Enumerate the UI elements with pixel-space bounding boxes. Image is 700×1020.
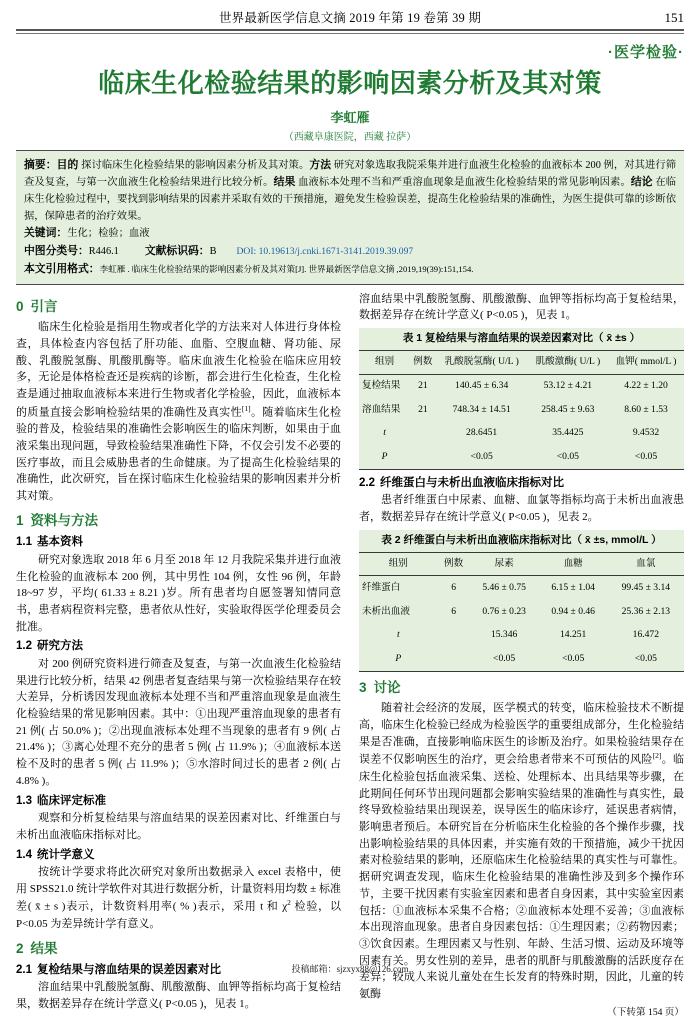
section-0-paragraph [16,319,341,505]
table-2-r1-c1: 6 [451,605,456,617]
table-2-header-3: 血糖 [539,552,608,576]
table-2-r2-c3: 14.251 [559,629,587,641]
table-2-r3-c4: <0.05 [608,647,684,671]
citation-value: 李虹雁 . 临床生化检验结果的影响因素分析及其对策[J]. 世界最新医学信息文摘 ,2019,19(39):151,154. [99,263,474,274]
table-1-r2-c1 [410,422,436,446]
table-1 [359,350,684,470]
table-2-wrapper [359,530,684,672]
table-1-r3-c1 [410,445,436,469]
table-row [359,552,684,576]
subsection-title-2-1: 复检结果与溶血结果的误差因素对比 [37,964,221,977]
table-1-wrapper [359,328,684,470]
objective-text: 探讨临床生化检验结果的影响因素分析及其对策。 [81,159,310,171]
section-number-3: 3 [359,679,367,695]
table-1-r2-c3: 35.4425 [552,427,584,439]
table-row [359,422,684,446]
table-row [359,398,684,422]
abstract-label: 摘要： [24,158,57,171]
table-row [359,647,684,671]
table-row [359,374,684,398]
table-2-r3-c1 [438,647,470,671]
table-2-caption: 表 2 纤维蛋白与未析出血液临床指标对比（ x̄ ±s, mmol/L ） [359,530,684,552]
table-1-r2-c0: t [383,427,386,439]
section-title-0: 引言 [30,298,58,314]
table-2-header-4: 血氯 [608,552,684,576]
section-heading-3 [359,678,684,699]
article-category: ·医学检验· [608,43,684,61]
s0-text-a: 临床生化检验是指用生物或者化学的方法来对人体进行身体检查，具体检查内容包括了肝功能、血脂、空腹血糖、肾功能、尿酸、乳酸脱氢酶、肌酸肌酶等。临床血液生化检验在临床应用较多，无论是体格检查还是疾病的诊断，都会进行生化检查，生化检查是通过抽取血液标本来进行生物或者化学检验，因此，血液标本的质量直接会影响检验结果的准确性及真实性 [16,321,341,419]
table-2-r0-c1: 6 [451,581,456,593]
keywords-value: 生化；检验；血液 [67,228,150,240]
s3-text-b: 。临床生化检验包括血液采集、送检、处理标本、出具结果等步骤，在此期间任何环节出现问题都会影响实验结果的准确性与真实性，最终导致检验结果出现误差，误导医生的临床诊疗，延误患者病情，影响患者预后。本研究旨在分析临床生化检验的各个操作步骤，找出影响检验结果的具体因素，并实施有效的干预措施，减少干扰因素对检验结果的影响，还原临床生化检验结果的真实性与可靠性。据研究调查发现，临床生化检验结果的准确性涉及到多个操作环节，主要干扰因素有实验室因素和患者自身因素，其中实验室因素包括：①血液标本采集不合格；②血液标本处理不妥善；③血液标本出现溶血现象。患者自身因素包括：①生理因素；②药物因素；③饮食因素。生理因素又与性别、年龄、生活习惯、运动及环境等因素有关。男女性别的差异，患者的肌酐与肌酸激酶的活跃度存在差异；较成人来说儿童处在生长发育的特殊时期，因此，儿童的转氨酶 [359,754,685,1001]
clc-value: R446.1 [88,245,119,257]
keywords-line [24,225,676,243]
chi-square-exponent: 2 [287,898,291,908]
author-name: 李虹雁 [330,109,370,125]
right-column [359,291,684,1020]
keywords-label: 关键词： [24,227,68,240]
table-1-r3-c0: P [359,445,410,469]
citation-label: 本文引用格式： [24,262,100,275]
subsection-1-3-text: 观察和分析复检结果与溶血结果的误差因素对比、纤维蛋白与未析出血液临床指标对比。 [16,812,341,841]
table-2-r0-c3: 6.15 ± 1.04 [551,581,595,593]
reference-marker-2: [2] [652,751,662,761]
table-1-r0-c4: 4.22 ± 1.20 [624,380,668,392]
page-number: 151 [664,10,684,25]
table-2-header-2: 尿素 [470,552,539,576]
table-1-r3-c3: <0.05 [528,445,608,469]
table-row [359,445,684,469]
section-heading-2 [16,939,341,960]
section-number-2: 2 [16,940,24,956]
subsection-number-1-4: 1.4 [16,848,32,861]
section-number-1: 1 [16,512,24,528]
table-2-r2-c1 [438,624,470,648]
table-1-header-0: 组别 [359,351,410,375]
table-2-r1-c0: 未析出血液 [362,605,410,617]
table-2-r2-c2: 15.346 [490,629,518,641]
table-row [359,600,684,624]
subsection-title-1-3: 临床评定标准 [37,794,106,807]
page-title: 临床生化检验结果的影响因素分析及其对策 [98,67,602,98]
subsection-2-1-text: 溶血结果中乳酸脱氢酶、肌酸激酶、血钾等指标均高于复检结果，数据差异存在统计学意义( P<0.05 )，见表 1。 [16,981,341,1011]
subsection-2-2-text: 患者纤维蛋白中尿素、血糖、血氯等指标均高于未析出血液患者，数据差异存在统计学意义( P<0.05 )，见表 2。 [359,494,684,524]
subsection-1-2-text: 对 200 例研究资料进行筛查及复查，与第一次血液生化检验结果进行比较分析，结果 42 例患者复查结果与第一次检验结果存在较大差异，分析诱因发现血液标本处理不当和严重溶血现象是血液生化检验结果的常见影响因素。其中：①出现严重溶血现象的患者有 21 例( 占 50.0% )；②出现血液标本处理不当现象的患者有 9 例( 占 21.4% )；③离心处理不充分的患者 5 例( 占 11.9% )；④血液标本送检不及时的患者 5 例( 占 11.9% )；⑤水溶时间过长的患者 2 例( 占 4.8% )。 [16,657,341,787]
subsection-heading-2-2 [359,475,684,492]
table-1-header-1: 例数 [410,351,436,375]
methods-label: 方法 [309,158,332,171]
abstract-block [16,150,684,285]
table-1-r2-c2: 28.6451 [466,427,498,439]
submission-email: 投稿邮箱：sjzxyx88@126.com [291,964,409,974]
table-2-r1-c4: 25.36 ± 2.13 [621,605,671,617]
abstract-body [24,157,676,226]
table-1-r0-c1: 21 [418,380,428,392]
page-footer [0,962,700,975]
results-label: 结果 [273,176,296,189]
table-row [359,351,684,375]
subsection-number-2-2: 2.2 [359,477,375,489]
table-row [359,576,684,600]
doccode-value: B [209,245,217,257]
table-row [359,624,684,648]
table-2-r1-c2: 0.76 ± 0.23 [482,605,526,617]
table-1-r1-c1: 21 [418,403,428,415]
table-2-r2-c0: t [396,629,400,641]
methods-text: 研究对象选取我院采集并进行血液生化检验的血液标本 200 例，对其进行筛查及复查，与第一次血液生化检验结果进行比较分析。 [24,159,677,189]
table-2-r1-c3: 0.94 ± 0.46 [551,605,595,617]
body-columns [16,291,684,1020]
table-1-header-2: 乳酸脱氢酶( U/L ) [436,351,528,375]
table-2-r3-c2: <0.05 [470,647,539,671]
section-number-0: 0 [16,298,24,314]
continuation-note: （下转第 154 页） [607,1006,684,1018]
table-1-r1-c0: 溶血结果 [362,403,401,415]
table-1-r1-c4: 8.60 ± 1.53 [624,403,668,415]
reference-marker-1: [1] [241,403,251,413]
section-title-2: 结果 [30,940,58,956]
subsection-title-2-2: 纤维蛋白与未析出血液临床指标对比 [380,477,564,489]
table-2-r3-c3: <0.05 [539,647,608,671]
subsection-1-1-text: 研究对象选取 2018 年 6 月至 2018 年 12 月我院采集并进行血液生化检验的血液标本 200 例，其中男性 104 例，女性 96 例，年龄 18~97 岁，平均( 61.33 ± 8.21 )岁。所有患者均自愿签署知情同意书，患者病程资料完整，患者依从性好，实验取得医学伦理委员会批准。 [16,553,341,633]
running-head [16,0,684,26]
table-2-r0-c2: 5.46 ± 0.75 [482,581,526,593]
s14-text-b: 检验，以 P<0.05 为差异统计学有意义。 [16,901,342,930]
conclusion-text: 在临床生化检验过程中，要找到影响结果的因素并采取有效的干预措施，避免发生检验误差，提高生化检验结果的准确性，为医生提供可靠的诊断依据，保障患者的治疗效果。 [24,177,677,222]
table-2-r0-c0: 纤维蛋白 [362,581,401,593]
subsection-heading-1-3 [16,793,341,810]
table-1-r3-c4: <0.05 [608,445,684,469]
subsection-title-1-2: 研究方法 [37,640,83,653]
subsection-number-1-1: 1.1 [16,536,32,549]
s14-text-a: 按统计学要求将此次研究对象所出数据录入 excel 表格中，使用 SPSS21.0 统计学软件对其进行数据分析，计量资料用均数 ± 标准差( x̄ ± s )表示，计数资料用率( % )表示，采用 t 和 χ [16,865,341,914]
table-2-r3-c0: P [359,647,438,671]
section-2-1-continued: 溶血结果中乳酸脱氢酶、肌酸激酶、血钾等指标均高于复检结果，数据差异存在统计学意义( P<0.05 )，见表 1。 [359,292,684,322]
table-1-r0-c2: 140.45 ± 6.34 [455,380,509,392]
table-1-r0-c3: 53.12 ± 4.21 [543,380,593,392]
section-heading-1 [16,511,341,532]
section-3-paragraph [359,700,684,1003]
table-1-r0-c0: 复检结果 [362,380,401,392]
doccode-label: 文献标识码： [144,244,210,257]
table-1-r2-c4: 9.4532 [632,427,660,439]
table-1-caption: 表 1 复检结果与溶血结果的误差因素对比（ x̄ ±s ） [359,328,684,350]
subsection-number-1-3: 1.3 [16,794,32,807]
s0-text-b: 。随着临床生化检验的普及，检验结果的准确性会影响医生的临床判断，如果由于血液采集出现问题，导致检验结果准确性下降，不仅会引发不必要的医疗事故，而且会威胁患者的生命健康。为了提高生化检验结果的准确性，此次研究，旨在探讨临床生化检验结果的影响因素并分析其对策。 [16,406,342,503]
subsection-number-1-2: 1.2 [16,640,32,653]
conclusion-label: 结论 [630,176,653,189]
subsection-number-2-1: 2.1 [16,964,32,977]
citation-line [24,261,676,277]
subsection-heading-1-2 [16,638,341,655]
header-divider [16,29,684,34]
subsection-heading-1-1 [16,534,341,551]
table-1-r3-c2: <0.05 [436,445,528,469]
s3-text-a: 随着社会经济的发展，医学模式的转变，临床检验技术不断提高，临床生化检验已经成为检验医学的重要组成部分，生化检验结果是否准确，直接影响临床医生的诊断及治疗。如果检验结果存在误差不仅影响医生的治疗，更会给患者带来不可预估的风险 [359,702,684,767]
table-1-header-3: 肌酸激酶( U/L ) [528,351,608,375]
subsection-title-1-4: 统计学意义 [37,848,95,861]
table-2-r0-c4: 99.45 ± 3.14 [621,581,671,593]
table-1-r1-c3: 258.45 ± 9.63 [541,403,595,415]
running-head-journal: 世界最新医学信息文摘 2019 年第 19 卷第 39 期 [218,11,482,25]
results-text: 血液标本处理不当和严重溶血现象是血液生化检验结果的常见影响因素。 [298,177,631,189]
subsection-heading-1-4 [16,847,341,864]
classification-line [24,243,676,261]
section-title-1: 资料与方法 [30,512,99,528]
table-2 [359,552,684,672]
objective-label: 目的 [56,158,79,171]
table-1-r1-c2: 748.34 ± 14.51 [452,403,511,415]
section-heading-0 [16,297,341,318]
doi-link[interactable]: DOI: 10.19613/j.cnki.1671-3141.2019.39.097 [236,245,414,257]
table-1-header-4: 血钾( mmol/L ) [608,351,684,375]
author-affiliation: （西藏阜康医院，西藏 拉萨） [283,131,417,143]
left-column [16,291,341,1020]
clc-label: 中图分类号： [24,244,89,257]
table-2-r2-c4: 16.472 [632,629,660,641]
subsection-title-1-1: 基本资料 [37,536,83,549]
subsection-1-4-text [16,864,341,933]
table-2-header-1: 例数 [438,552,470,576]
table-2-header-0: 组别 [359,552,438,576]
section-title-3: 讨论 [373,679,401,695]
